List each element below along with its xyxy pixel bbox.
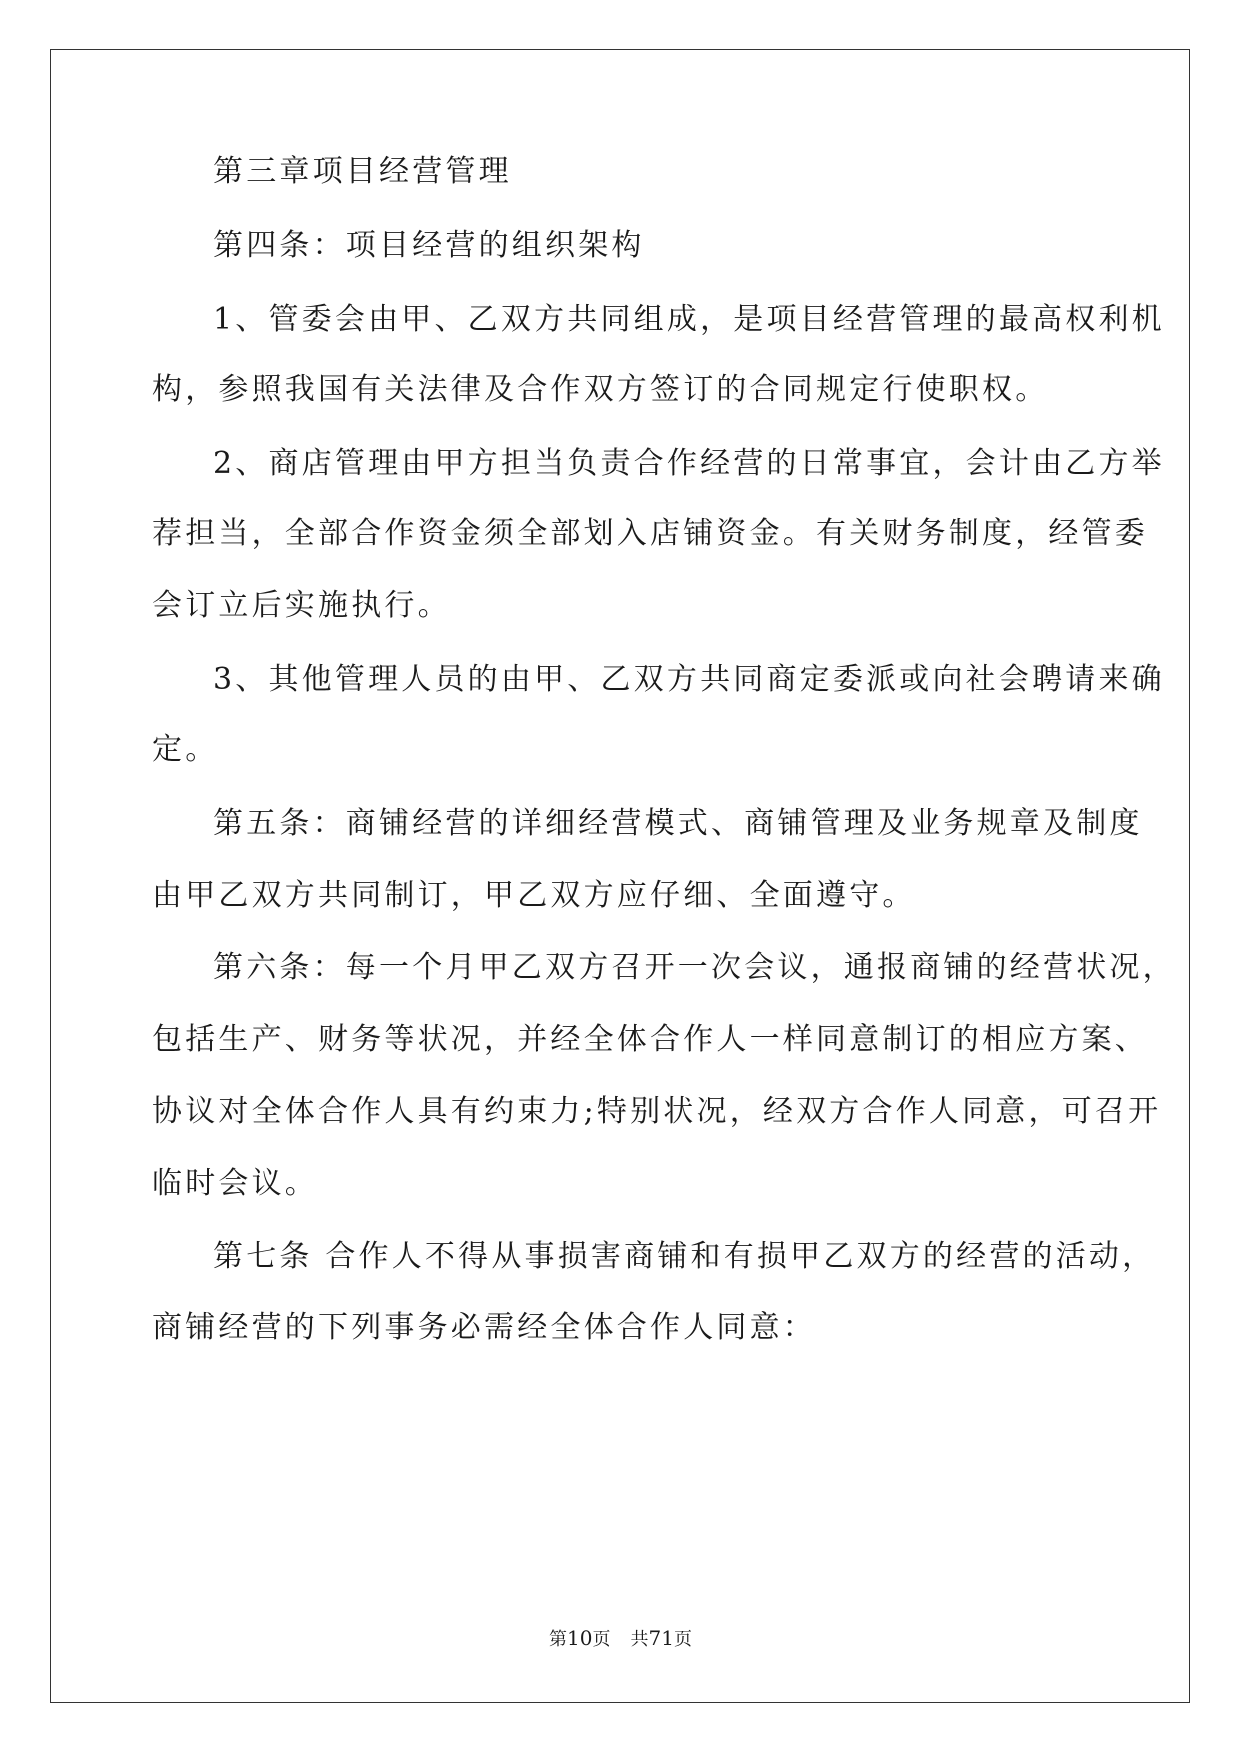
paragraph-line: 第七条 合作人不得从事损害商铺和有损甲乙双方的经营的活动， [213,1239,1156,1274]
article-four-heading: 第四条：项目经营的组织架构 [213,228,645,263]
paragraph-line: 商铺经营的下列事务必需经全体合作人同意： [152,1310,816,1345]
page-number: 10 [567,1626,593,1650]
paragraph-line: 第五条：商铺经营的详细经营模式、商铺管理及业务规章及制度 [213,806,1143,841]
paragraph-line: 会订立后实施执行。 [152,588,451,623]
page-prefix: 第 [549,1629,568,1650]
page-footer [0,1626,1241,1652]
paragraph-line: 包括生产、财务等状况，并经全体合作人一样同意制订的相应方案、 [152,1022,1148,1057]
paragraph-line: 临时会议。 [152,1166,318,1201]
paragraph-line: 1、管委会由甲、乙双方共同组成，是项目经营管理的最高权利机 [213,302,1165,337]
page-suffix: 页 [592,1629,611,1650]
paragraph-line: 2、商店管理由甲方担当负责合作经营的日常事宜，会计由乙方举 [213,446,1165,481]
paragraph-line: 第六条：每一个月甲乙双方召开一次会议，通报商铺的经营状况， [213,950,1176,985]
paragraph-line: 由甲乙双方共同制订，甲乙双方应仔细、全面遵守。 [152,878,916,913]
paragraph-line: 3、其他管理人员的由甲、乙双方共同商定委派或向社会聘请来确 [213,662,1165,697]
total-prefix: 共 [630,1629,649,1650]
paragraph-line: 定。 [152,732,219,767]
paragraph-line: 协议对全体合作人具有约束力;特别状况，经双方合作人同意，可召开 [152,1094,1162,1129]
paragraph-line: 构，参照我国有关法律及合作双方签订的合同规定行使职权。 [152,372,1049,407]
paragraph-line: 荐担当，全部合作资金须全部划入店铺资金。有关财务制度，经管委 [152,516,1148,551]
total-pages: 71 [648,1626,674,1650]
total-suffix: 页 [673,1629,692,1650]
chapter-heading: 第三章项目经营管理 [213,154,512,189]
